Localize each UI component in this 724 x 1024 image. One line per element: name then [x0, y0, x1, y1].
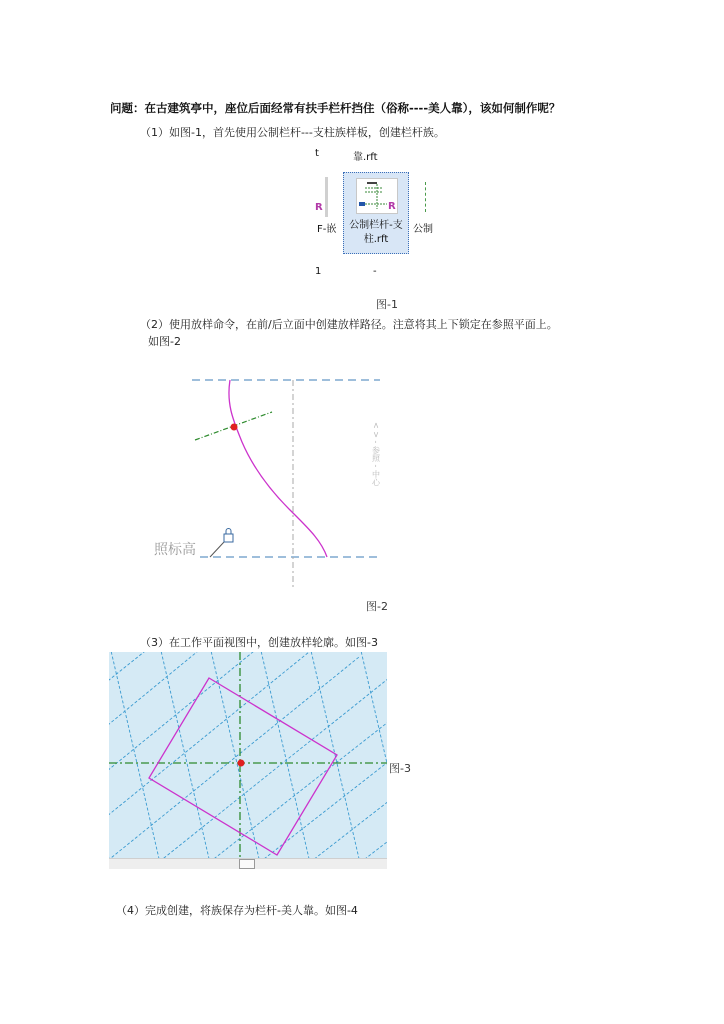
- figure-2-caption: 图-2: [366, 600, 388, 613]
- file-fragment-left: F-嵌: [317, 224, 337, 235]
- path-start-point[interactable]: [231, 424, 238, 431]
- file-fragment-bottom: 1: [315, 266, 322, 277]
- figure-3-profile-view: [109, 652, 387, 867]
- step-1-text: （1）如图-1，首先使用公制栏杆---支柱族样板，创建栏杆族。: [140, 126, 445, 139]
- figure-3-scroll-thumb[interactable]: [239, 859, 255, 869]
- question-heading: 问题：在古建筑亭中，座位后面经常有扶手栏杆挡住（俗称----美人靠），该如何制作呢？: [110, 101, 561, 115]
- selected-template-name-line1: 公制栏杆-支: [349, 220, 403, 231]
- revit-r-icon: R: [388, 201, 396, 212]
- selected-template-tile[interactable]: [343, 172, 409, 254]
- figure-1-caption: 图-1: [376, 298, 398, 311]
- selected-template-name-line2: 柱.rft: [363, 234, 389, 245]
- file-fragment-bottom-mid: -: [373, 266, 377, 277]
- file-fragment-mark: t: [315, 148, 319, 159]
- figure-1-file-chooser: [313, 142, 433, 277]
- profile-rectangle[interactable]: [149, 678, 337, 855]
- lock-leader: [210, 542, 224, 557]
- left-file-icon-badge: R: [315, 202, 323, 213]
- file-label-top: 靠.rft: [353, 152, 378, 163]
- sweep-path-curve[interactable]: [229, 380, 327, 557]
- file-fragment-right: 公制: [413, 224, 433, 235]
- profile-origin-point[interactable]: [238, 760, 245, 767]
- step-2-text-line1: （2）使用放样命令，在前/后立面中创建放样路径。注意将其上下锁定在参照平面上。: [140, 318, 558, 331]
- step-4-text: （4）完成创建，将族保存为栏杆-美人靠。如图-4: [116, 904, 358, 917]
- right-file-icon-edge: [425, 182, 428, 212]
- center-reference-label: < > - 参照 - 中心: [371, 422, 381, 486]
- figure-2-sweep-path-view: [140, 360, 390, 590]
- step-3-text: （3）在工作平面视图中，创建放样轮廓。如图-3: [140, 636, 378, 649]
- lock-icon[interactable]: [224, 529, 233, 543]
- workplane-grid: [109, 652, 387, 867]
- step-2-text-line2: 如图-2: [148, 335, 181, 348]
- level-label: 照标高: [154, 542, 196, 558]
- left-file-icon-edge: [325, 177, 328, 217]
- figure-3-caption: 图-3: [389, 762, 411, 775]
